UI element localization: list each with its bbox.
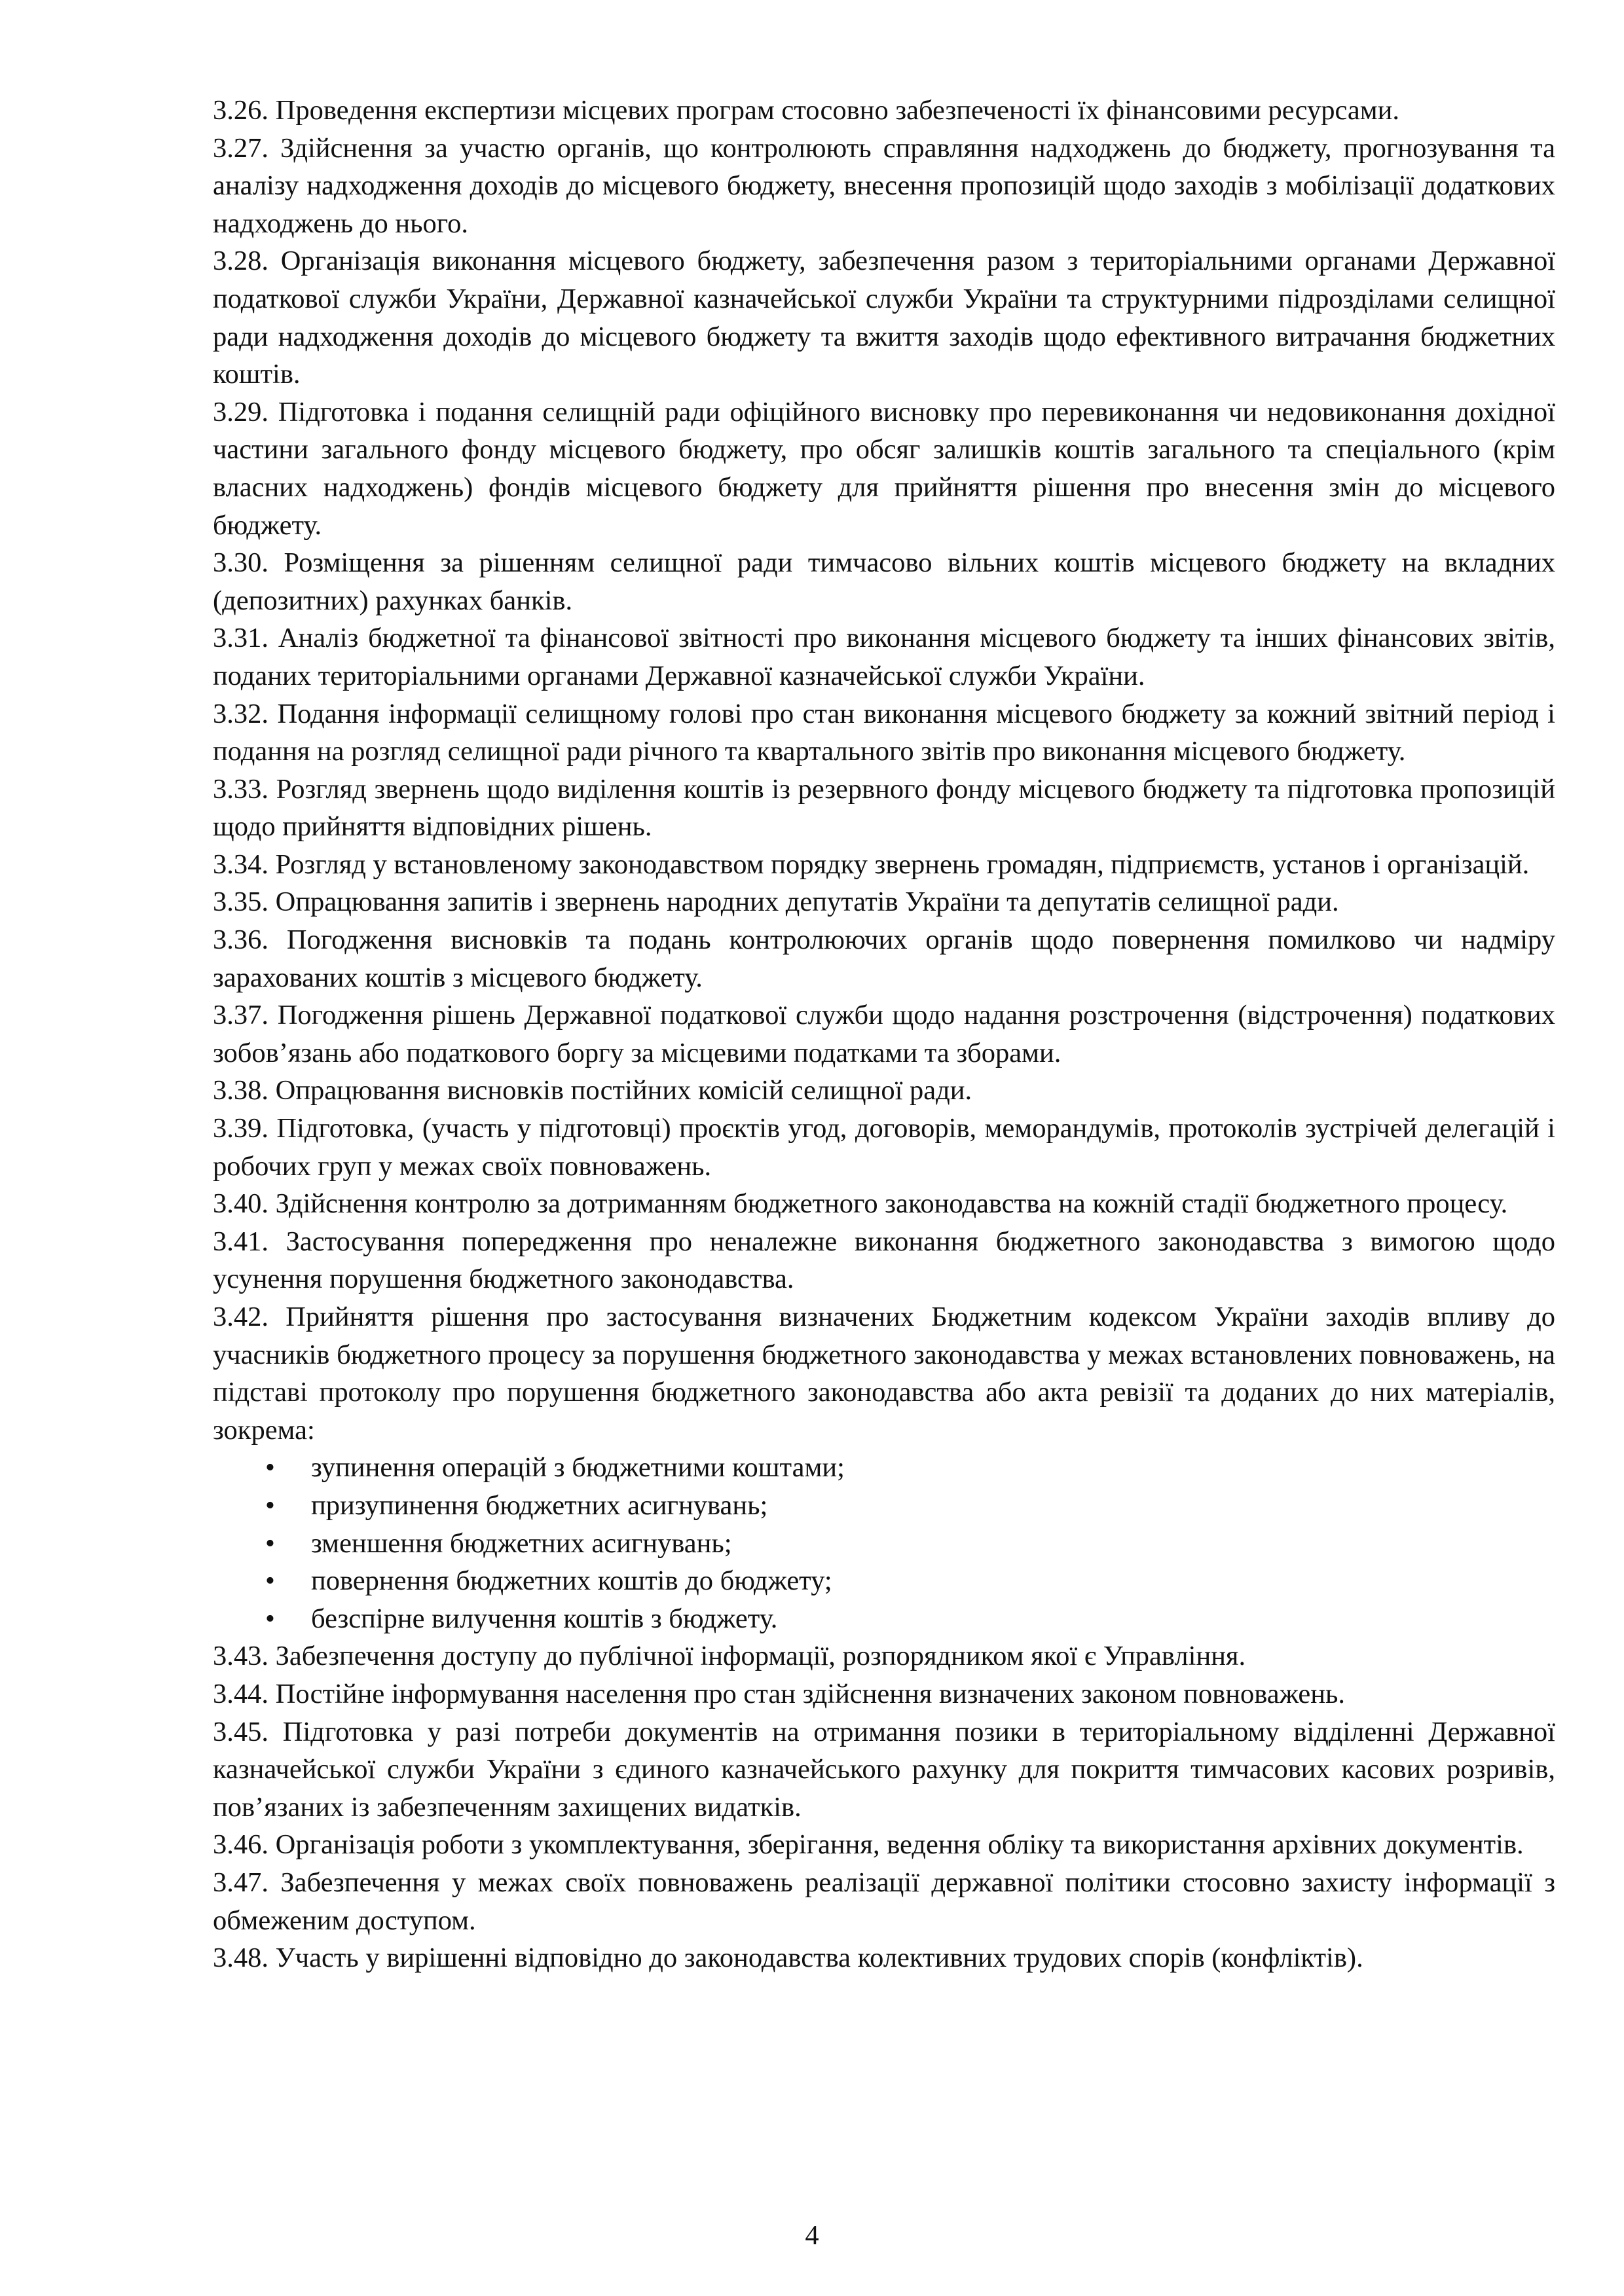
list-item: • зупинення операцій з бюджетними коштами; bbox=[311, 1449, 1555, 1487]
clause-3-35: 3.35. Опрацювання запитів і звернень народних депутатів України та депутатів селищної ради. bbox=[213, 886, 1339, 918]
clause-3-31: 3.31. Аналіз бюджетної та фінансової звітності про виконання місцевого бюджету та інших фінансових звітів, поданих територіальними органами Державної казначейської служби України. bbox=[213, 623, 1555, 691]
clause-3-42: 3.42. Прийняття рішення про застосування визначених Бюджетним кодексом України заходів впливу до учасників бюджетного процесу за порушення бюджетного законодавства у межах встановлених повноважень, на підставі протоколу про порушення бюджетного законодавства або акта ревізії та доданих до них матеріалів, зокрема: bbox=[213, 1302, 1555, 1446]
clause-3-45: 3.45. Підготовка у разі потреби документів на отримання позики в територіальному відділенні Державної казначейської служби України з єдиного казначейського рахунку для покриття тимчасових касових розривів, пов’язаних із забезпеченням захищених видатків. bbox=[213, 1716, 1555, 1823]
list-item: • безспірне вилучення коштів з бюджету. bbox=[311, 1600, 1555, 1638]
clause-3-44: 3.44. Постійне інформування населення про стан здійснення визначених законом повноважень. bbox=[213, 1678, 1345, 1709]
clause-3-30: 3.30. Розміщення за рішенням селищної ради тимчасово вільних коштів місцевого бюджету на вкладних (депозитних) рахунках банків. bbox=[213, 547, 1555, 616]
clause-3-38: 3.38. Опрацювання висновків постійних комісій селищної ради. bbox=[213, 1075, 972, 1106]
clause-3-29: 3.29. Підготовка і подання селищній ради офіційного висновку про перевиконання чи недовиконання дохідної частини загального фонду місцевого бюджету, про обсяг залишків коштів загального та спеціального (крім власних надходжень) фондів місцевого бюджету для прийняття рішення про внесення змін до місцевого бюджету. bbox=[213, 396, 1555, 541]
clause-3-34: 3.34. Розгляд у встановленому законодавством порядку звернень громадян, підприємств, установ і організацій. bbox=[213, 848, 1530, 880]
clause-3-37: 3.37. Погодження рішень Державної податкової служби щодо надання розстрочення (відстрочення) податкових зобов’язань або податкового боргу за місцевими податками та зборами. bbox=[213, 1000, 1555, 1068]
list-item: • зменшення бюджетних асигнувань; bbox=[311, 1525, 1555, 1563]
clause-3-28: 3.28. Організація виконання місцевого бюджету, забезпечення разом з територіальними органами Державної податкової служби України, Державної казначейської служби України та структурними підрозділами селищної ради надходження доходів до місцевого бюджету та вжиття заходів щодо ефективного витрачання бюджетних коштів. bbox=[213, 246, 1555, 390]
clause-3-47: 3.47. Забезпечення у межах своїх повноважень реалізації державної політики стосовно захисту інформації з обмеженим доступом. bbox=[213, 1867, 1555, 1936]
page-number: 4 bbox=[805, 2220, 819, 2251]
clause-3-46: 3.46. Організація роботи з укомплектування, зберігання, ведення обліку та використання архівних документів. bbox=[213, 1829, 1524, 1861]
clause-3-32: 3.32. Подання інформації селищному голові про стан виконання місцевого бюджету за кожний звітний період і подання на розгляд селищної ради річного та квартального звітів про виконання місцевого бюджету. bbox=[213, 698, 1555, 767]
list-item: • повернення бюджетних коштів до бюджету; bbox=[311, 1562, 1555, 1600]
clauses-after-list bbox=[213, 1637, 1555, 1977]
clause-3-43: 3.43. Забезпечення доступу до публічної інформації, розпорядником якої є Управління. bbox=[213, 1641, 1246, 1672]
clause-3-26: 3.26. Проведення експертизи місцевих програм стосовно забезпеченості їх фінансовими ресурсами. bbox=[213, 95, 1399, 126]
clause-3-40: 3.40. Здійснення контролю за дотриманням бюджетного законодавства на кожній стадії бюджетного процесу. bbox=[213, 1188, 1508, 1220]
clause-3-27: 3.27. Здійснення за участю органів, що контролюють справляння надходжень до бюджету, прогнозування та аналізу надходження доходів до місцевого бюджету, внесення пропозицій щодо заходів з мобілізації додаткових надходжень до нього. bbox=[213, 132, 1555, 239]
clause-3-41: 3.41. Застосування попередження про неналежне виконання бюджетного законодавства з вимогою щодо усунення порушення бюджетного законодавства. bbox=[213, 1226, 1555, 1295]
clause-3-39: 3.39. Підготовка, (участь у підготовці) проєктів угод, договорів, меморандумів, протоколів зустрічей делегацій і робочих груп у межах своїх повноважень. bbox=[213, 1113, 1555, 1182]
clause-3-48: 3.48. Участь у вирішенні відповідно до законодавства колективних трудових спорів (конфліктів). bbox=[213, 1942, 1363, 1974]
clause-3-33: 3.33. Розгляд звернень щодо виділення коштів із резервного фонду місцевого бюджету та підготовка пропозицій щодо прийняття відповідних рішень. bbox=[213, 773, 1555, 843]
measures-bullet-list bbox=[213, 1449, 1555, 1637]
document-page bbox=[213, 92, 1555, 1977]
list-item: • призупинення бюджетних асигнувань; bbox=[311, 1487, 1555, 1525]
clauses-before-list bbox=[213, 92, 1555, 1449]
clause-3-36: 3.36. Погодження висновків та подань контролюючих органів щодо повернення помилково чи надміру зарахованих коштів з місцевого бюджету. bbox=[213, 924, 1555, 993]
